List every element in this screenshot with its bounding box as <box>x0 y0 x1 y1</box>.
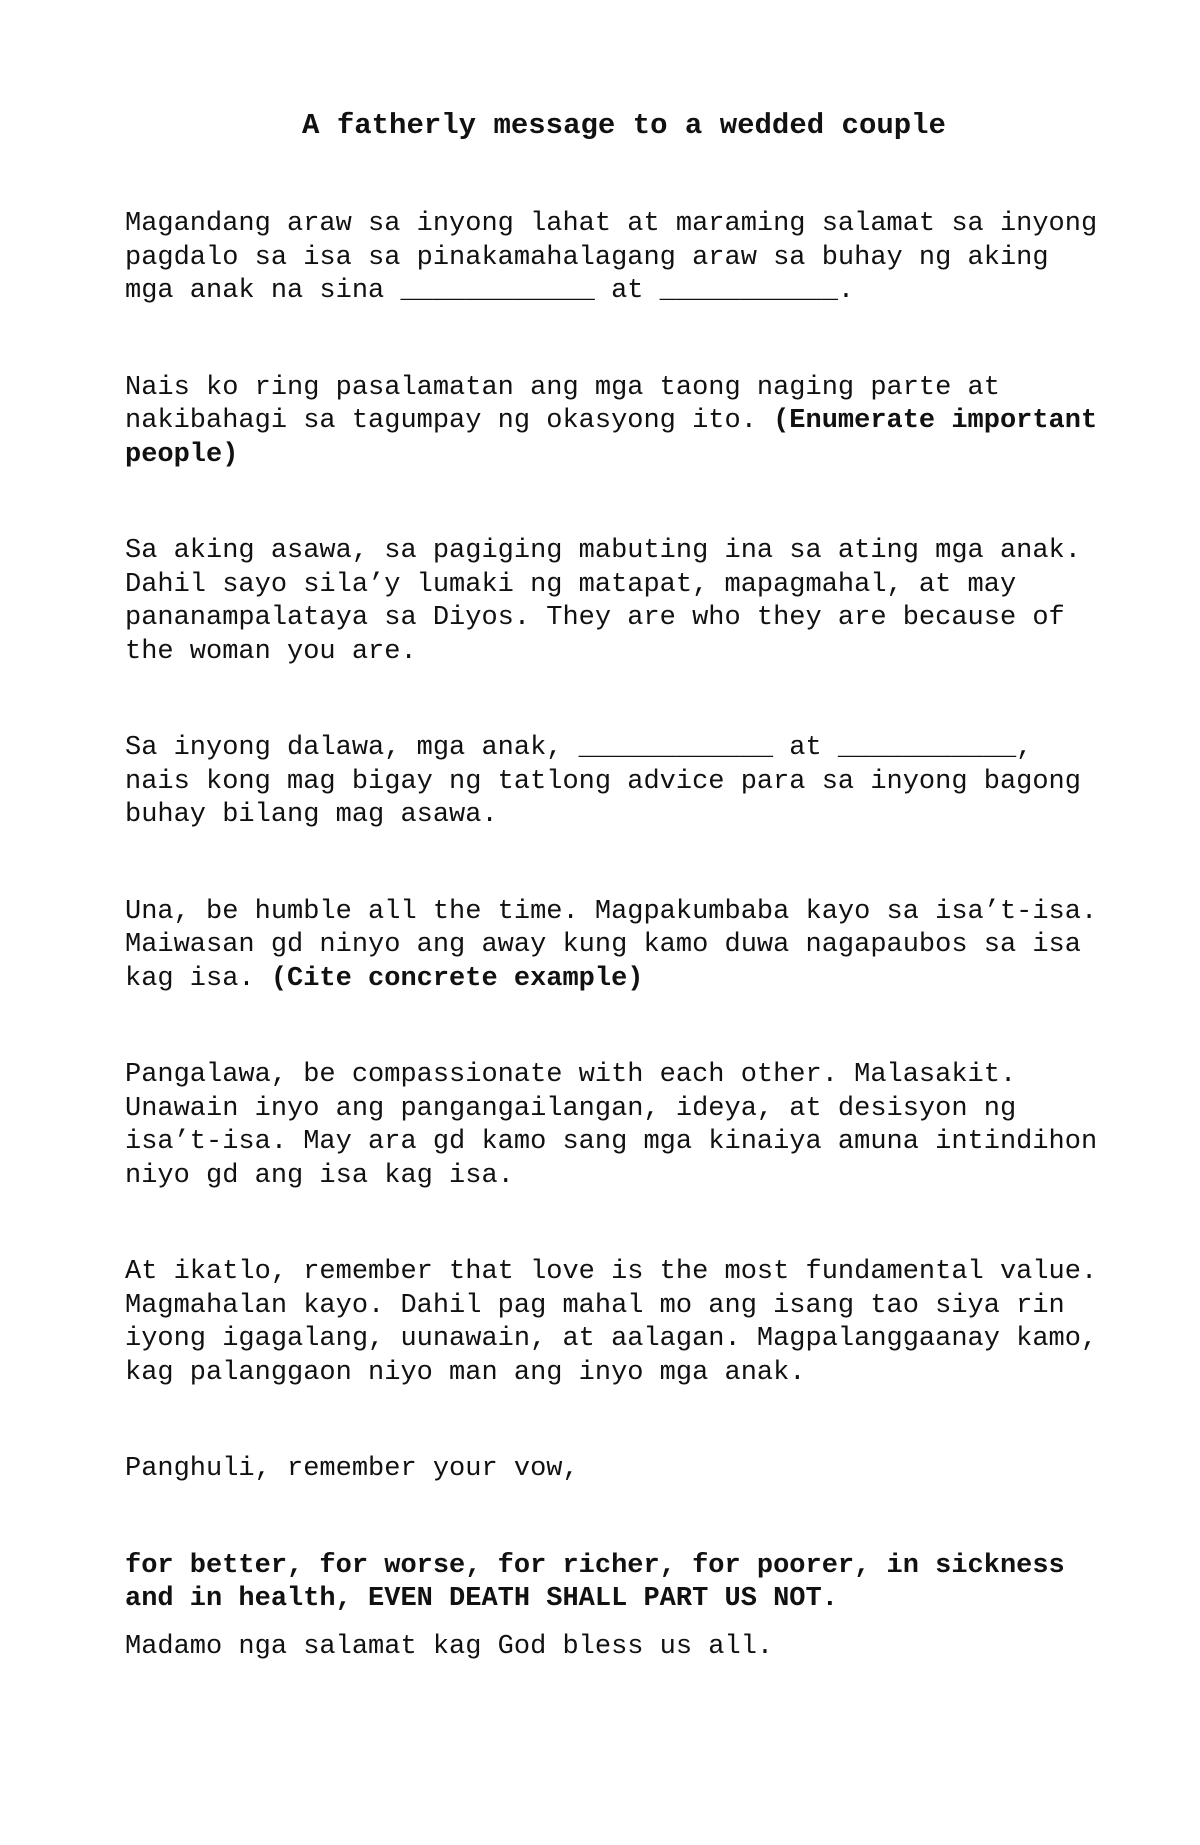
third-advice-paragraph: At ikatlo, remember that love is the most fundamental value. Magmahalan kayo. Dahil pag mahal mo ang isang tao siya rin iyong igagalang, uunawain, at aalagan. Magpalanggaanay kamo, kag palanggaon niyo man ang inyo mga anak. <box>125 1257 1098 1388</box>
closing-paragraph: Madamo nga salamat kag God bless us all. <box>125 1631 774 1662</box>
greeting-paragraph: Magandang araw sa inyong lahat at maraming salamat sa inyong pagdalo sa isa sa pinakamahalagang araw sa buhay ng aking mga anak na sina ____________ at ___________. <box>125 209 1098 306</box>
first-advice-text: Una, be humble all the time. Magpakumbaba kayo sa isa’t-isa. Maiwasan gd ninyo ang away kung kamo duwa nagapaubos sa isa kag isa. <box>125 896 1098 994</box>
thanks-text: Nais ko ring pasalamatan ang mga taong naging parte at nakibahagi sa tagumpay ng okasyong ito. <box>125 372 1000 436</box>
wife-paragraph: Sa aking asawa, sa pagiging mabuting ina sa ating mga anak. Dahil sayo sila’y lumaki ng matapat, mapagmahal, at may pananampalataya sa Diyos. They are who they are because of the woman you are. <box>125 536 1081 667</box>
children-paragraph: Sa inyong dalawa, mga anak, ____________ at ___________, nais kong mag bigay ng tatlong advice para sa inyong bagong buhay bilang mag asawa. <box>125 733 1081 830</box>
second-advice-paragraph: Pangalawa, be compassionate with each other. Malasakit. Unawain inyo ang pangangailangan, ideya, at desisyon ng isa’t-isa. May ara gd kamo sang mga kinaiya amuna intindihon niyo gd ang isa kag isa. <box>125 1060 1098 1191</box>
first-advice-paragraph <box>125 896 1135 997</box>
vow-intro-paragraph: Panghuli, remember your vow, <box>125 1454 579 1484</box>
document-body <box>125 208 1135 1664</box>
thanks-paragraph <box>125 372 1135 473</box>
thanks-instruction: (Enumerate important people) <box>125 406 1098 470</box>
document-title: A fatherly message to a wedded couple <box>302 109 946 142</box>
vow-paragraph: for better, for worse, for richer, for poorer, in sickness and in health, EVEN DEATH SHALL PART US NOT. <box>125 1550 1065 1614</box>
first-advice-instruction: (Cite concrete example) <box>270 963 644 994</box>
